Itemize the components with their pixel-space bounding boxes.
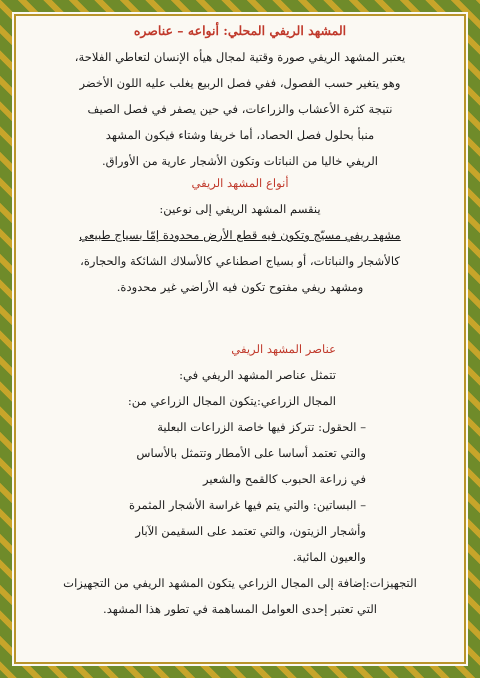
elements-line: والعيون المائية. xyxy=(292,550,366,564)
elements-line: – الحقول: تتركز فيها خاصة الزراعات البعلية xyxy=(157,420,366,434)
intro-line: نتيجة كثرة الأعشاب والزراعات، في حين يصفر في فصل الصيف xyxy=(87,102,393,116)
intro-line: يعتبر المشهد الريفي صورة وقتية لمجال هيأه الإنسان لتعاطي الفلاحة، xyxy=(74,50,406,64)
types-line: كالأشجار والنباتات، أو بسياج اصطناعي كالأسلاك الشائكة والحجارة، xyxy=(80,254,400,268)
elements-line: وأشجار الزيتون، والتي تعتمد على السقيمن الآبار xyxy=(135,524,366,538)
elements-line: التجهيزات:إضافة إلى المجال الزراعي يتكون المشهد الريفي من التجهيزات xyxy=(63,576,417,590)
elements-intro: تتمثل عناصر المشهد الريفي في: xyxy=(179,368,336,382)
elements-line: المجال الزراعي:يتكون المجال الزراعي من: xyxy=(127,394,336,408)
elements-line: – البساتين: والتي يتم فيها غراسة الأشجار المثمرة xyxy=(129,498,366,512)
intro-line: وهو يتغير حسب الفصول، ففي فصل الربيع يغلب عليه اللون الأخضر xyxy=(79,76,401,90)
elements-heading: عناصر المشهد الريفي xyxy=(231,342,336,356)
page-title: المشهد الريفي المحلي: أنواعه – عناصره xyxy=(133,23,347,38)
types-line: مشهد ريفي مسيّج وتكون فيه قطع الأرض محدودة إمّا بسياج طبيعي xyxy=(79,228,401,242)
intro-line: الريفي خاليا من النباتات وتكون الأشجار عارية من الأوراق. xyxy=(102,154,378,168)
elements-line: التي تعتبر إحدى العوامل المساهمة في تطور هذا المشهد. xyxy=(103,602,377,616)
types-heading: أنواع المشهد الريفي xyxy=(191,176,289,190)
intro-line: منبأ بحلول فصل الحصاد، أما خريفا وشتاء فيكون المشهد xyxy=(105,128,375,142)
document-body xyxy=(24,22,456,656)
elements-line: في زراعة الحبوب كالقمح والشعير xyxy=(203,472,366,486)
types-intro: ينقسم المشهد الريفي إلى نوعين: xyxy=(159,202,321,216)
types-line: ومشهد ريفي مفتوح تكون فيه الأراضي غير محدودة. xyxy=(116,280,364,294)
elements-line: والتي تعتمد أساسا على الأمطار وتتمثل بالأساس xyxy=(136,446,366,460)
